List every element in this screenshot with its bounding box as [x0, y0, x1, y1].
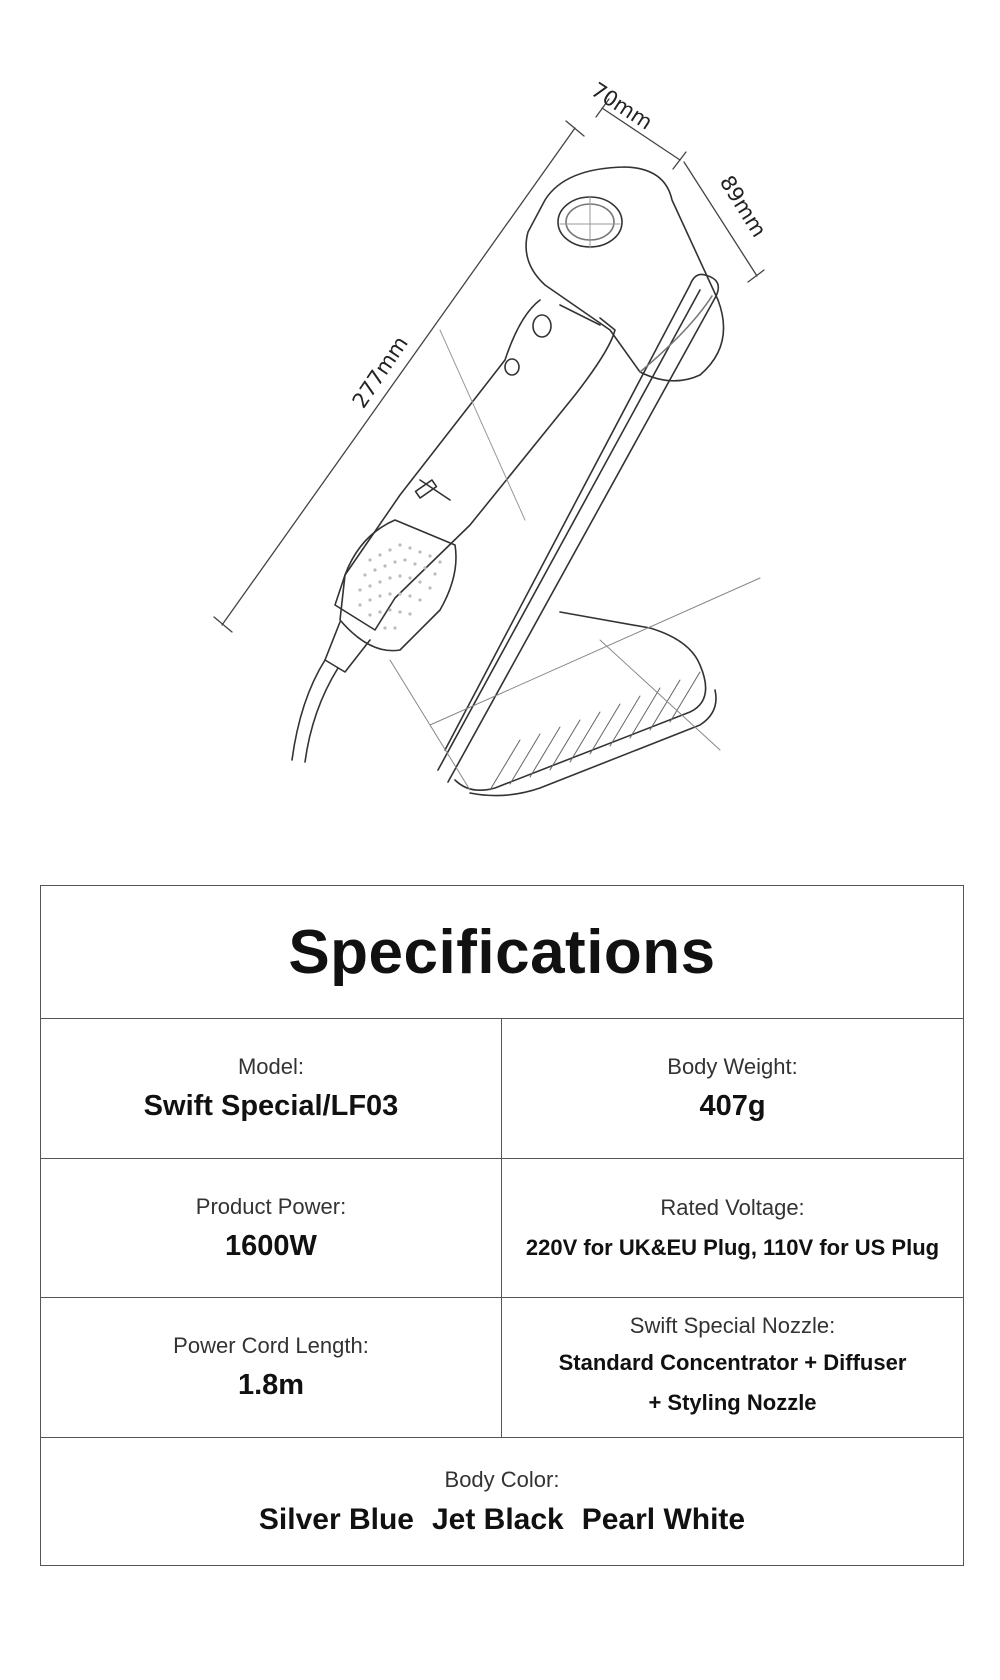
color-cell [41, 1438, 963, 1566]
specifications-title: Specifications [41, 886, 963, 1019]
model-label: Model: [237, 1054, 305, 1079]
height-dimension-label: 277mm [347, 331, 413, 413]
hair-dryer-illustration [0, 0, 1000, 830]
color-options [259, 1503, 745, 1537]
specifications-table [40, 885, 964, 1566]
nozzle-cell [502, 1298, 963, 1437]
nozzle-label: Swift Special Nozzle: [629, 1312, 836, 1338]
spec-row [41, 1159, 963, 1298]
width-dimension-label: 70mm [586, 77, 657, 135]
voltage-value: 220V for UK&EU Plug, 110V for US Plug [525, 1235, 940, 1260]
cord-label: Power Cord Length: [173, 1333, 369, 1358]
cord-value: 1.8m [237, 1369, 305, 1401]
cord-cell [41, 1298, 502, 1437]
nozzle-value-line1: Standard Concentrator + Diffuser [558, 1349, 907, 1375]
color-option-silver-blue: Silver Blue [258, 1503, 414, 1536]
model-cell [41, 1019, 502, 1158]
power-label: Product Power: [195, 1193, 347, 1219]
voltage-label: Rated Voltage: [660, 1195, 805, 1220]
color-option-jet-black: Jet Black [431, 1503, 564, 1536]
weight-cell [502, 1019, 963, 1158]
weight-label: Body Weight: [667, 1054, 798, 1079]
weight-value: 407g [699, 1090, 766, 1122]
voltage-cell [502, 1159, 963, 1297]
depth-dimension-label: 89mm [714, 171, 772, 242]
spec-row [41, 1298, 963, 1438]
power-cell [41, 1159, 502, 1297]
power-value: 1600W [225, 1229, 317, 1262]
color-label: Body Color: [444, 1467, 560, 1492]
model-value: Swift Special/LF03 [143, 1090, 399, 1122]
spec-row [41, 1019, 963, 1159]
color-option-pearl-white: Pearl White [581, 1503, 746, 1536]
nozzle-value-line2: + Styling Nozzle [648, 1389, 817, 1415]
